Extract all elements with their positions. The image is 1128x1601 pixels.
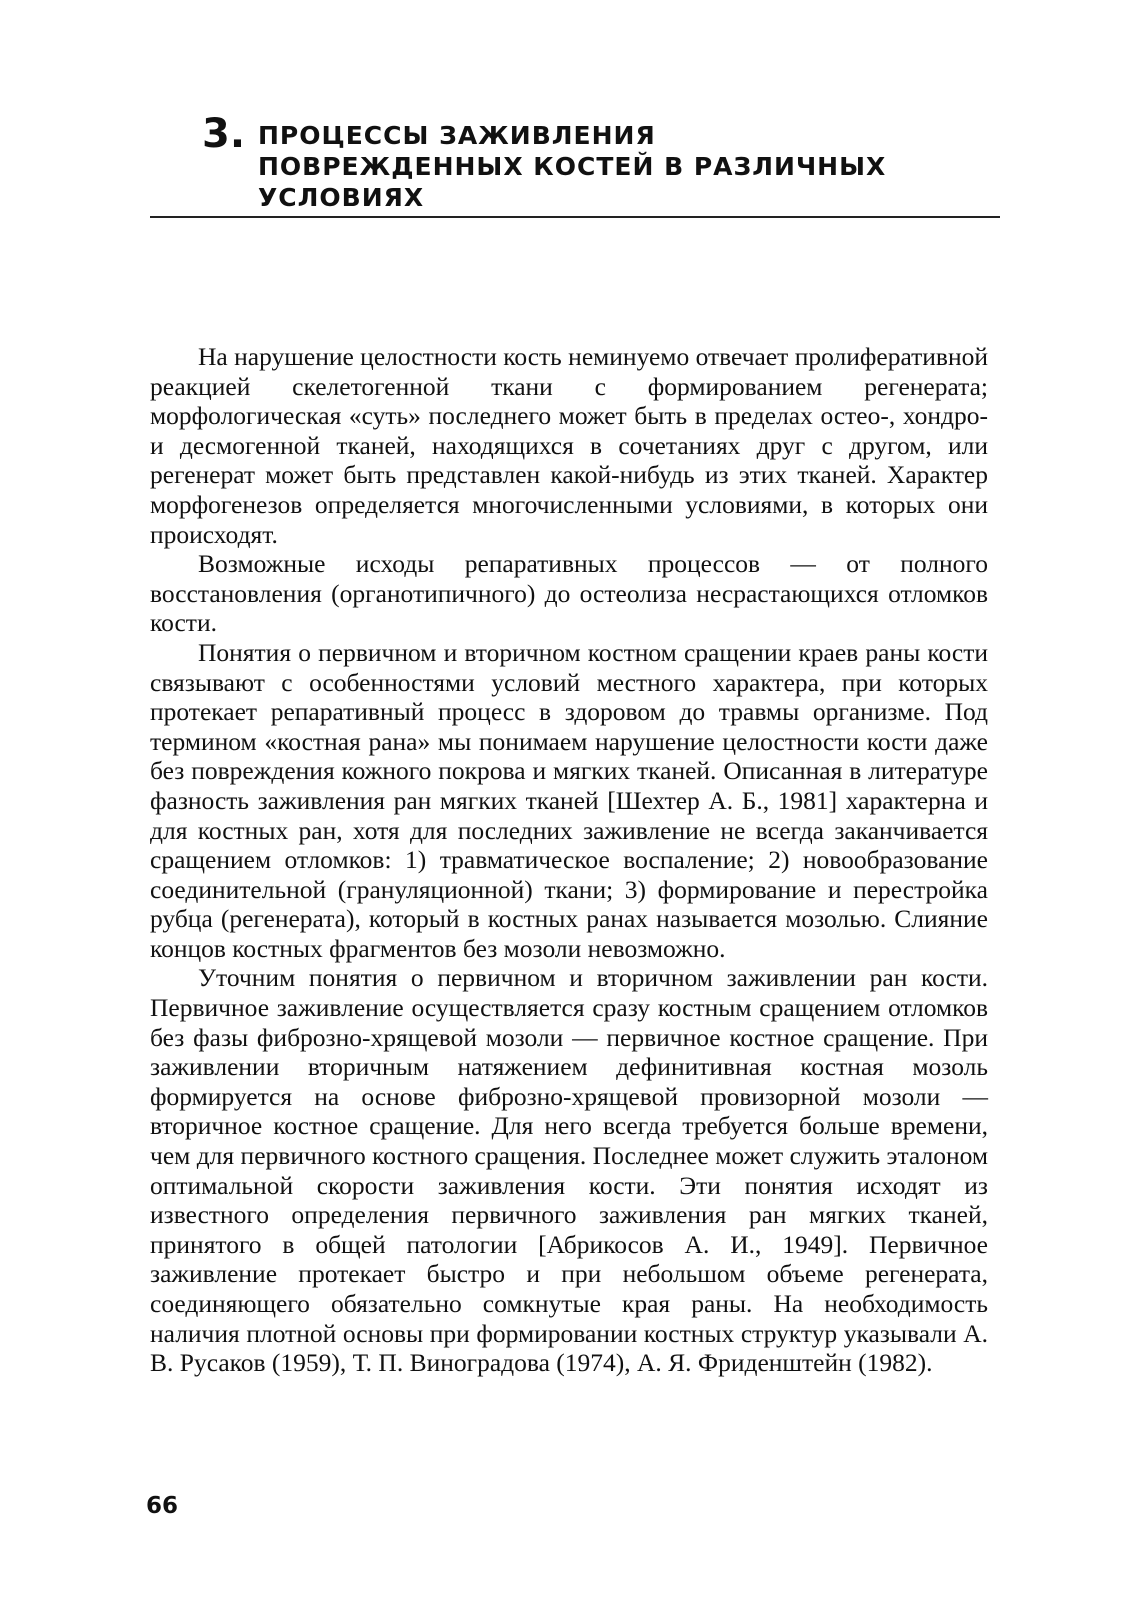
- paragraph-1: На нарушение целостности кость неминуемо отвечает пролиферативной реакцией скелетогенной ткани с формированием регенерата; морфологическая «суть» последнего может быть в пределах остео-, хондро- и десмогенной тканей, находящихся в сочетаниях друг с другом, или регенерат может быть представлен какой-нибудь из этих тканей. Характер морфогенезов определяется многочисленными условиями, в которых они происходят.: [150, 342, 988, 549]
- chapter-title: ПРОЦЕССЫ ЗАЖИВЛЕНИЯ ПОВРЕЖДЕННЫХ КОСТЕЙ В РАЗЛИЧНЫХ УСЛОВИЯХ: [258, 121, 887, 212]
- paragraph-4: Уточним понятия о первичном и вторичном заживлении ран кости. Первичное заживление осуществляется сразу костным сращением отломков без фазы фиброзно-хрящевой мозоли — первичное костное сращение. При заживлении вторичным натяжением дефинитивная костная мозоль формируется на основе фиброзно-хрящевой провизорной мозоли — вторичное костное сращение. Для него всегда требуется больше времени, чем для первичного костного сращения. Последнее может служить эталоном оптимальной скорости заживления кости. Эти понятия исходят из известного определения первичного заживления ран мягких тканей, принятого в общей патологии [Абрикосов А. И., 1949]. Первичное заживление протекает быстро и при небольшом объеме регенерата, соединяющего обязательно сомкнутые края раны. На необходимость наличия плотной основы при формировании костных структур указывали А. В. Русаков (1959), Т. П. Виноградова (1974), А. Я. Фриденштейн (1982).: [150, 963, 988, 1378]
- body-text: [150, 342, 988, 1378]
- paragraph-2: Возможные исходы репаративных процессов — от полного восстановления (органотипичного) до остеолиза несрастающихся отломков кости.: [150, 549, 988, 638]
- title-divider: [150, 216, 1000, 218]
- page-number: 66: [146, 1493, 179, 1519]
- paragraph-3: Понятия о первичном и вторичном костном сращении краев раны кости связывают с особенностями условий местного характера, при которых протекает репаративный процесс в здоровом до травмы организме. Под термином «костная рана» мы понимаем нарушение целостности кости даже без повреждения кожного покрова и мягких тканей. Описанная в литературе фазность заживления ран мягких тканей [Шехтер А. Б., 1981] характерна и для костных ран, хотя для последних заживление не всегда заканчивается сращением отломков: 1) травматическое воспаление; 2) новообразование соединительной (грануляционной) ткани; 3) формирование и перестройка рубца (регенерата), который в костных ранах называется мозолью. Слияние концов костных фрагментов без мозоли невозможно.: [150, 637, 988, 963]
- chapter-number: 3.: [202, 111, 246, 157]
